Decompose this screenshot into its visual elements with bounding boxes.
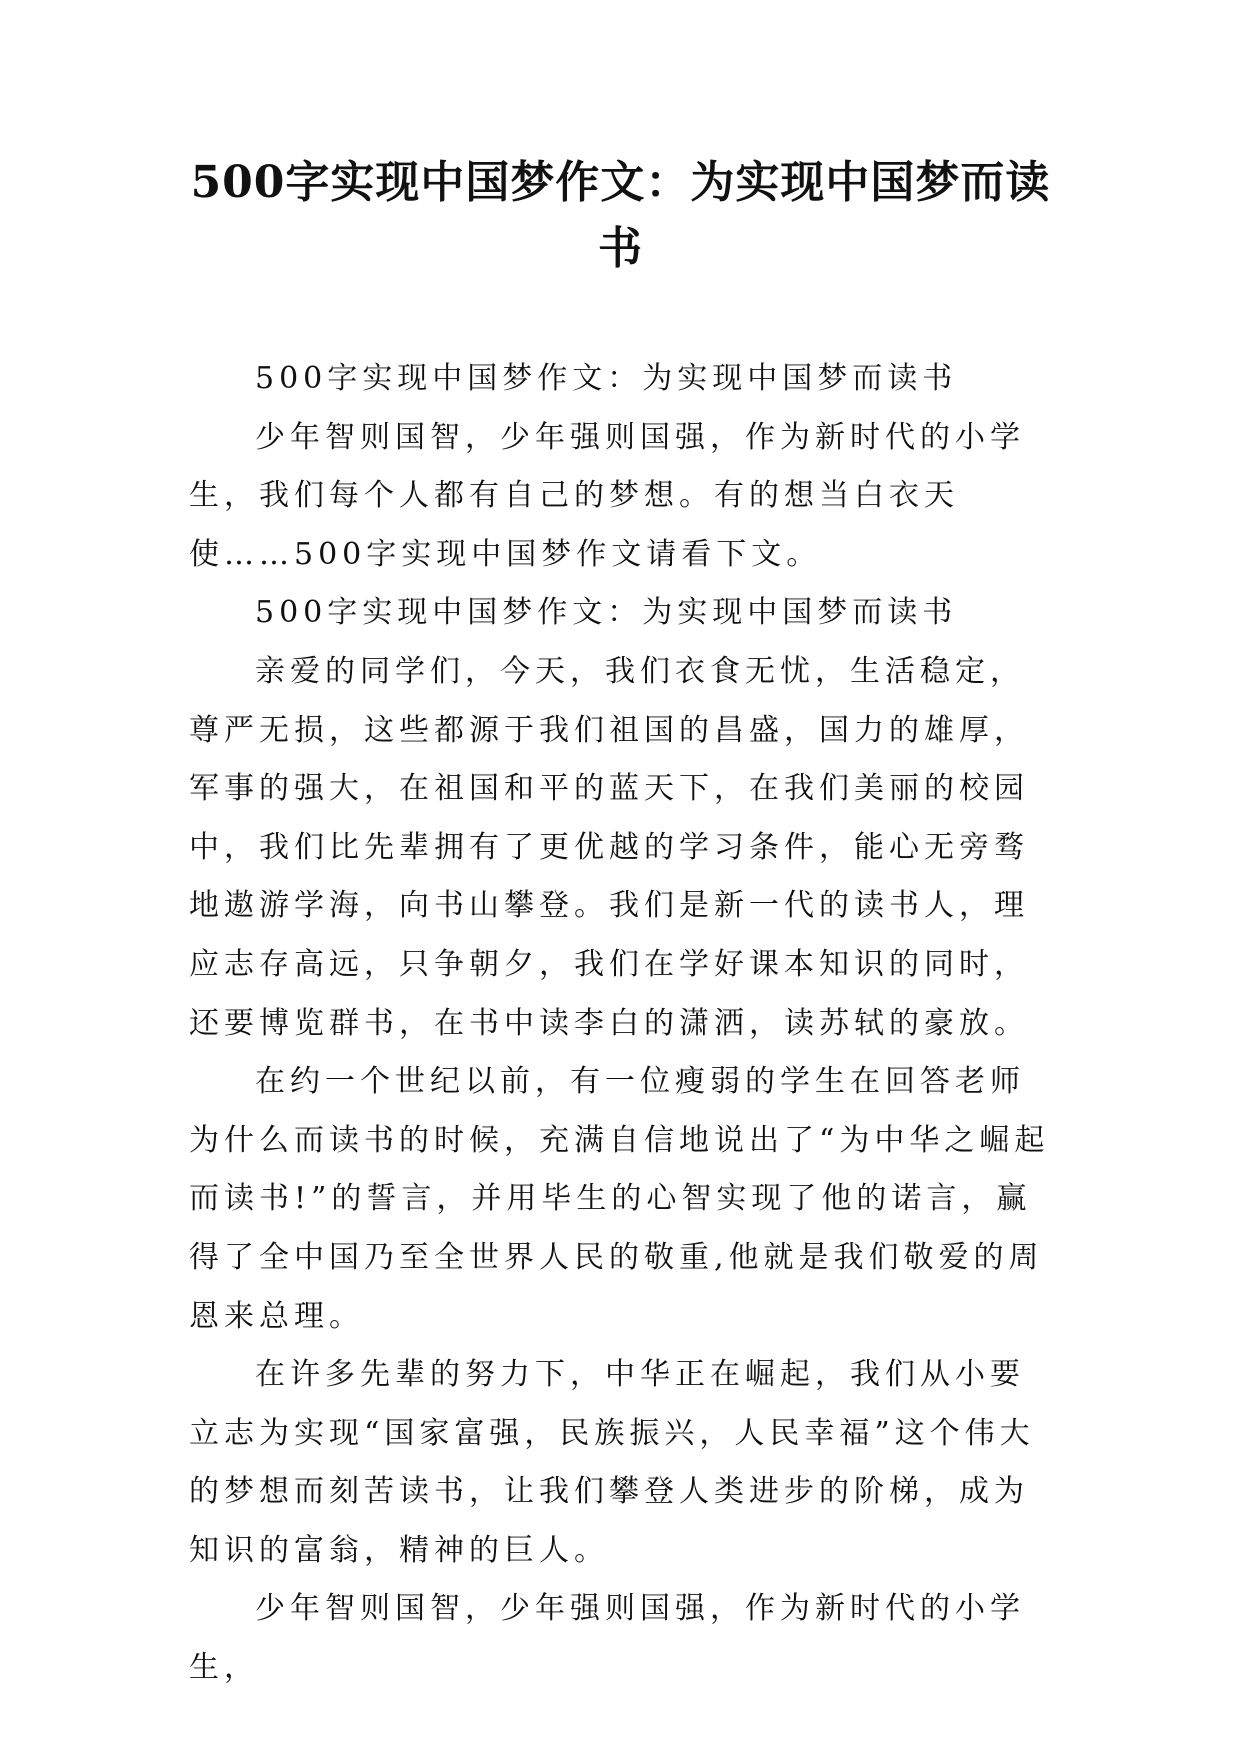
paragraph-subtitle-repeat: 500字实现中国梦作文：为实现中国梦而读书	[255, 595, 958, 631]
paragraph-dear-classmates: 亲爱的同学们，今天，我们衣食无忧，生活稳定，尊严无损，这些都源于我们祖国的昌盛，国力的雄厚，军事的强大，在祖国和平的蓝天下，在我们美丽的校园中，我们比先辈拥有了更优越的学习条件，能心无旁骛地遨游学海，向书山攀登。我们是新一代的读书人，理应志存高远，只争朝夕，我们在学好课本知识的同时，还要博览群书，在书中读李白的潇洒，读苏轼的豪放。	[189, 653, 1029, 1041]
paragraph-china-rising: 在许多先辈的努力下，中华正在崛起，我们从小要立志为实现“国家富强，民族振兴，人民幸福”这个伟大的梦想而刻苦读书，让我们攀登人类进步的阶梯，成为知识的富翁，精神的巨人。	[189, 1357, 1035, 1568]
document-body	[189, 350, 1051, 1698]
paragraph-zhou-enlai: 在约一个世纪以前，有一位瘦弱的学生在回答老师为什么而读书的时候，充满自信地说出了“为中华之崛起而读书!”的誓言，并用毕生的心智实现了他的诺言，赢得了全中国乃至全世界人民的敬重,他就是我们敬爱的周恩来总理。	[189, 1064, 1050, 1334]
paragraph-subtitle: 500字实现中国梦作文：为实现中国梦而读书	[255, 361, 958, 396]
paragraph-closing: 少年智则国智，少年强则国强，作为新时代的小学生，	[189, 1591, 1025, 1686]
document-title: 500字实现中国梦作文：为实现中国梦而读书	[190, 157, 1051, 274]
paragraph-intro: 少年智则国智，少年强则国强，作为新时代的小学生，我们每个人都有自己的梦想。有的想当白衣天使……500字实现中国梦作文请看下文。	[189, 419, 1025, 572]
